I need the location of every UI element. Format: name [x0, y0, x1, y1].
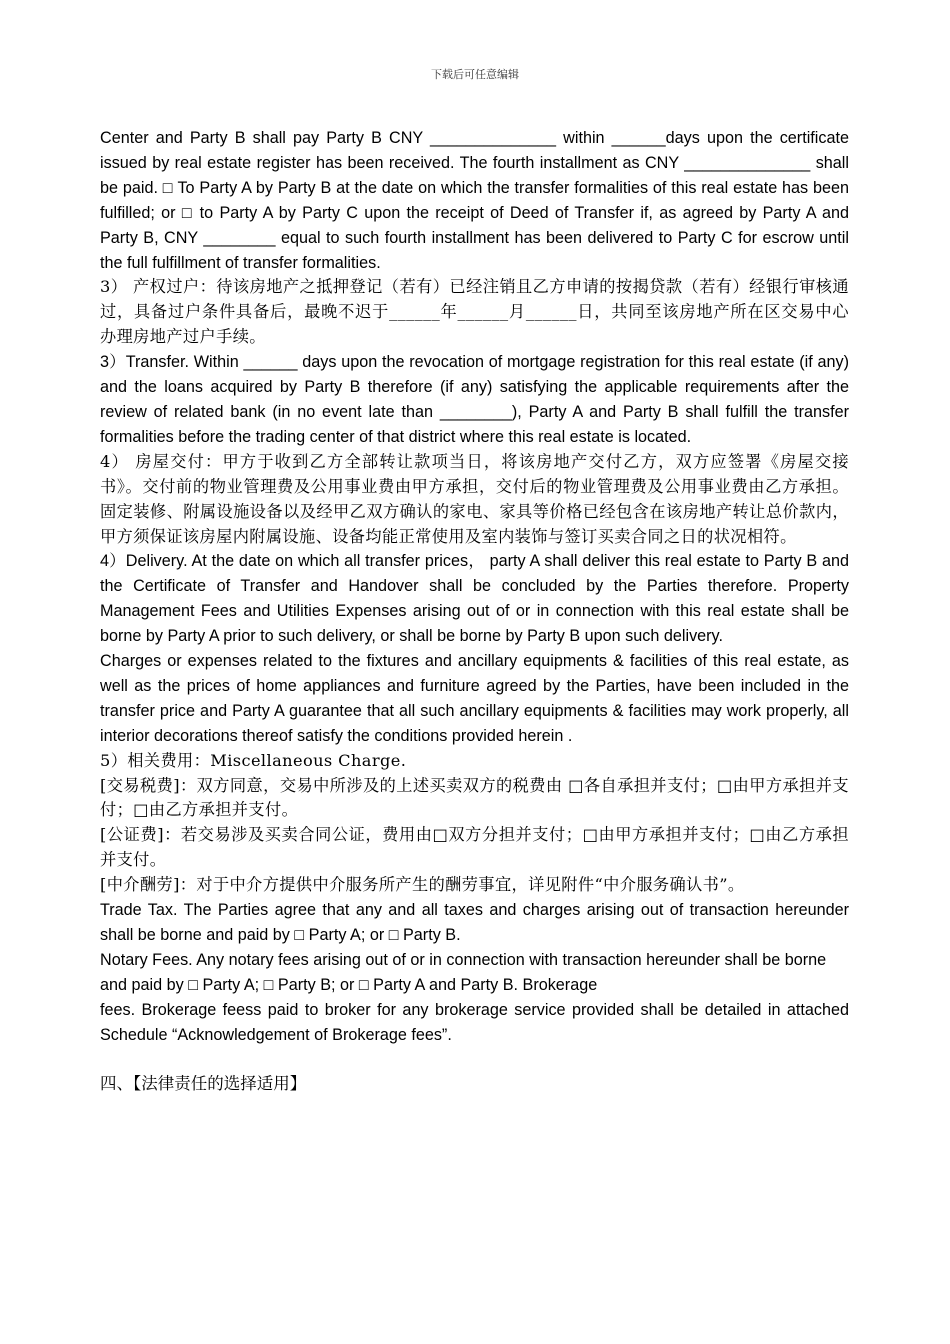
paragraph-brokerage-en: fees. Brokerage feess paid to broker for any brokerage service provided shall be detailed in attached Schedule “Acknowledgement of Brokerage fees”.	[100, 1000, 849, 1044]
paragraph-payment-installment: Center and Party B shall pay Party B CNY ______________ within ______days upon the certificate issued by real estate register has been received. The fourth installment as CNY ______________ shall be paid. □ To Party A by Party B at the date on which the transfer formalities of this real estate has been fulfilled; or □ to Party A by Party C upon the receipt of Deed of Transfer if, as agreed by Party A and Party B, CNY ________ equal to such fourth installment has been delivered to Party C for escrow until the full fulfillment of transfer formalities.	[100, 129, 849, 272]
paragraph-trade-tax-zh: [交易税费]：双方同意，交易中所涉及的上述买卖双方的税费由 □各自承担并支付；□由甲方承担并支付；□由乙方承担并支付。	[100, 775, 849, 820]
paragraph-delivery-zh: 4） 房屋交付：甲方于收到乙方全部转让款项当日，将该房地产交付乙方，双方应签署《房屋交接书》。交付前的物业管理费及公用事业费由甲方承担，交付后的物业管理费及公用事业费由乙方承担。固定装修、附属设施设备以及经甲乙双方确认的家电、家具等价格已经包含在该房地产转让总价款内，甲方须保证该房屋内附属设施、设备均能正常使用及室内装饰与签订买卖合同之日的状况相符。	[100, 451, 849, 546]
paragraph-notary-fee-zh: [公证费]：若交易涉及买卖合同公证，费用由□双方分担并支付；□由甲方承担并支付；□由乙方承担并支付。	[100, 825, 849, 870]
section-title: 四、【法律责任的选择适用】	[100, 1074, 307, 1094]
paragraph-transfer-zh: 3） 产权过户：待该房地产之抵押登记（若有）已经注销且乙方申请的按揭贷款（若有）经银行审核通过，具备过户条件具备后，最晚不迟于______年______月______日，共同至该房地产所在区交易中心办理房地产过户手续。	[100, 277, 849, 347]
blank-line	[100, 1048, 849, 1073]
paragraph-delivery-en: 4）Delivery. At the date on which all transfer prices， party A shall deliver this real estate to Party B and the Certificate of Transfer and Handover shall be concluded by the Parties therefore. Property Management Fees and Utilities Expenses arising out of or in connection with this real estate shall be borne by Party A prior to such delivery, or shall be borne by Party B upon such delivery.	[100, 552, 849, 646]
paragraph-trade-tax-en: Trade Tax. The Parties agree that any and all taxes and charges arising out of transaction hereunder shall be borne and paid by □ Party A; or □ Party B.	[100, 901, 849, 944]
paragraph-notary-fee-en: Notary Fees. Any notary fees arising out of or in connection with transaction hereunder shall be borne and paid by □ Party A; □ Party B; or □ Party A and Party B. Brokerage	[100, 950, 827, 994]
paragraph-misc-charge-heading: 5）相关费用：Miscellaneous Charge.	[100, 750, 407, 770]
page-header-note: 下载后可任意编辑	[431, 68, 519, 81]
paragraph-brokerage-zh: [中介酬劳]：对于中介方提供中介服务所产生的酬劳事宜，详见附件“中介服务确认书”。	[100, 875, 745, 895]
document-body	[100, 126, 849, 1097]
paragraph-transfer-en: 3）Transfer. Within ______ days upon the revocation of mortgage registration for this real estate (if any) and the loans acquired by Party B therefore (if any) satisfying the applicable requirements after the review of related bank (in no event late than ________), Party A and Party B shall fulfill the transfer formalities before the trading center of that district where this real estate is located.	[100, 353, 849, 446]
paragraph-fixtures-charges: Charges or expenses related to the fixtures and ancillary equipments & facilities of this real estate, as well as the prices of home appliances and furniture agreed by the Parties, have been included in the transfer price and Party A guarantee that all such ancillary equipments & facilities may work properly, all interior decorations thereof satisfy the conditions provided herein .	[100, 652, 849, 745]
